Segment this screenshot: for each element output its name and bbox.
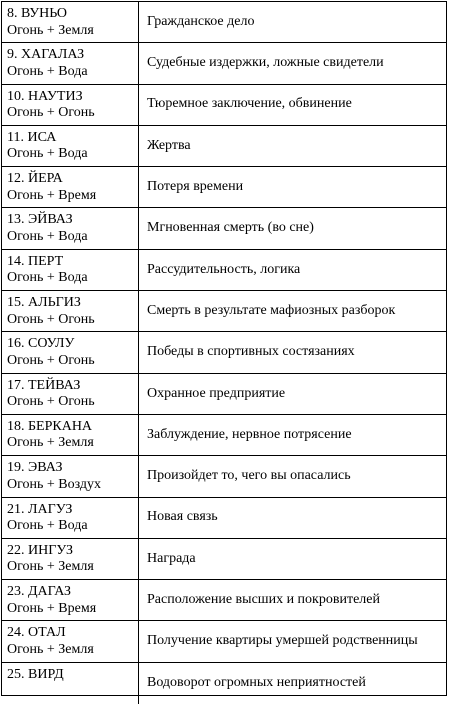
rune-elements: Огонь + Огонь [7,394,95,410]
rune-name: 24. ОТАЛ [7,625,66,641]
table-row [2,332,446,373]
rune-name: 16. СОУЛУ [7,336,75,352]
table-row [2,2,446,43]
table-row [2,126,446,167]
meaning-cell: Награда [147,550,196,566]
rune-cell [2,126,139,166]
rune-name: 21. ЛАГУЗ [7,501,73,517]
meaning-cell: Мгновенная смерть (во сне) [147,220,314,236]
rune-cell [2,374,139,414]
meaning-cell: Расположение высших и покровителей [147,592,380,608]
table-row [2,85,446,126]
meaning-cell: Тюремное заключение, обвинение [147,96,352,112]
rune-name: 19. ЭВАЗ [7,460,63,476]
rune-name: 22. ИНГУЗ [7,542,74,558]
rune-name: 23. ДАГАЗ [7,584,72,600]
meaning-cell: Жертва [147,137,191,153]
rune-name: 10. НАУТИЗ [7,88,83,104]
rune-elements: Огонь + Земля [7,641,94,657]
meaning-cell: Смерть в результате мафиозных разборок [147,302,396,318]
rune-name: 9. ХАГАЛАЗ [7,47,85,63]
rune-elements: Огонь + Вода [7,63,88,79]
rune-cell [2,2,139,42]
rune-elements: Огонь + Вода [7,518,88,534]
rune-cell [2,250,139,290]
rune-cell [2,208,139,248]
meaning-cell: Судебные издержки, ложные свидетели [147,55,384,71]
table-row [2,167,446,208]
rune-name: 11. ИСА [7,129,57,145]
meaning-cell: Потеря времени [147,179,244,195]
rune-elements: Огонь + Вода [7,228,88,244]
rune-name: 17. ТЕЙВАЗ [7,377,81,393]
meaning-cell: Рассудительность, логика [147,261,301,277]
rune-elements: Огонь + Воздух [7,476,102,492]
rune-elements: Огонь + Вода [7,270,88,286]
rune-elements: Огонь + Вода [7,146,88,162]
rune-cell [2,43,139,83]
rune-elements: Огонь + Земля [7,435,94,451]
rune-elements: Огонь + Время [7,600,97,616]
rune-elements: Огонь + Земля [7,22,94,38]
rune-cell [2,498,139,538]
rune-elements: Огонь + Огонь [7,311,95,327]
rune-cell [2,291,139,331]
table-row [2,374,446,415]
table-row [2,208,446,249]
rune-name: 14. ПЕРТ [7,253,64,269]
meaning-cell: Новая связь [147,509,218,525]
meaning-cell: Охранное предприятие [147,385,286,401]
meaning-cell: Гражданское дело [147,13,255,29]
table-row [2,621,446,662]
rune-name: 13. ЭЙВАЗ [7,212,73,228]
table-row [2,250,446,291]
rune-name: 8. ВУНЬО [7,6,68,21]
meaning-cell: Водоворот огромных неприятностей [147,675,366,691]
rune-meanings-table [1,1,447,696]
table-row [2,456,446,497]
rune-cell [2,539,139,579]
meaning-cell: Произойдет то, чего вы опасались [147,468,351,484]
rune-name: 12. ЙЕРА [7,171,63,187]
rune-name: 18. БЕРКАНА [7,418,93,434]
rune-cell [2,580,139,620]
rune-cell [2,167,139,207]
table-row [2,580,446,621]
rune-cell [2,621,139,661]
rune-elements: Огонь + Время [7,187,97,203]
rune-cell [2,456,139,496]
rune-cell [2,415,139,455]
table-row [2,415,446,456]
rune-cell [2,332,139,372]
table-row [2,498,446,539]
rune-elements: Огонь + Огонь [7,352,95,368]
table-row [2,43,446,84]
rune-cell [2,85,139,125]
rune-elements: Огонь + Огонь [7,105,95,121]
meaning-cell: Получение квартиры умершей родственницы [147,633,418,649]
rune-name: 25. ВИРД [7,666,64,682]
table-row [2,539,446,580]
rune-name: 15. АЛЬГИЗ [7,295,81,311]
meaning-cell: Заблуждение, нервное потрясение [147,426,352,442]
table-row [2,291,446,332]
meaning-cell: Победы в спортивных состязаниях [147,344,355,360]
rune-elements: Огонь + Земля [7,559,94,575]
